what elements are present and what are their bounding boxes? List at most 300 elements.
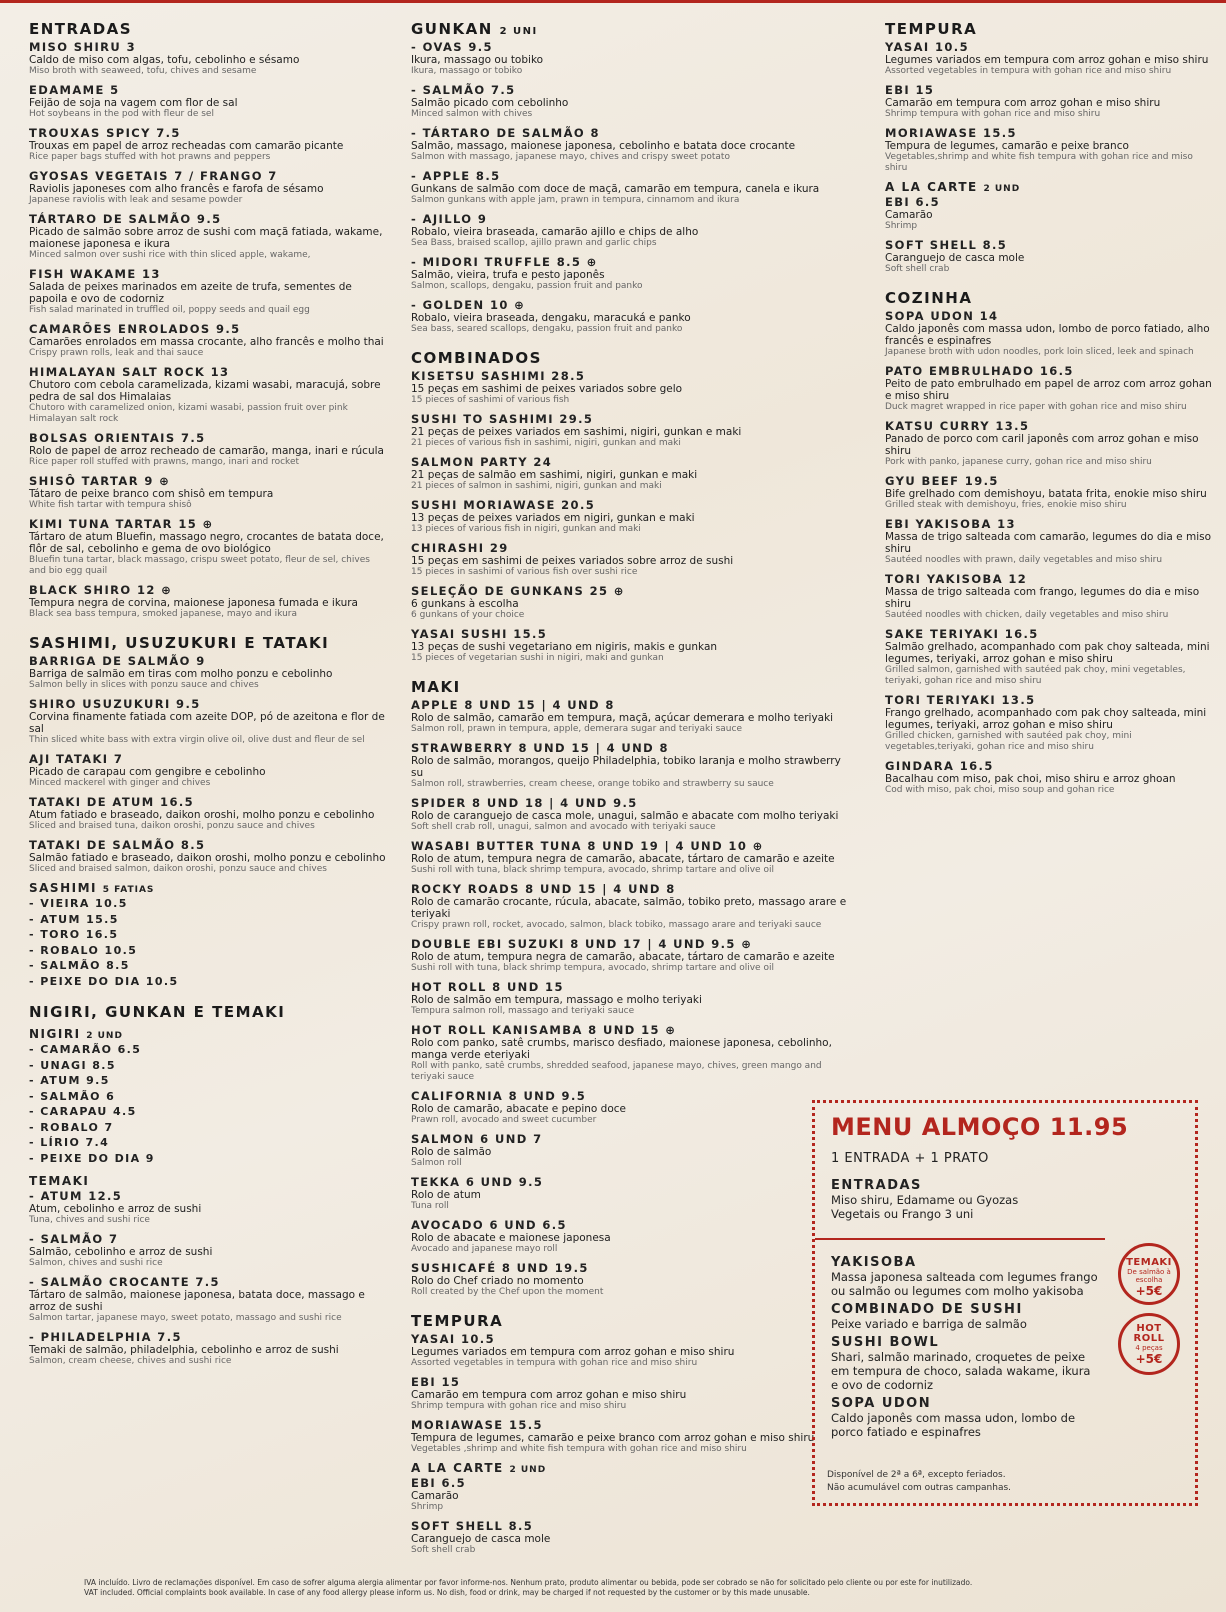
- menu-item: [411, 1418, 851, 1455]
- item-description: Atum, cebolinho e arroz de sushi: [29, 1203, 202, 1215]
- menu-item: [411, 298, 851, 335]
- section-title: NIGIRI, GUNKAN E TEMAKI: [29, 1003, 286, 1021]
- item-name: TATAKI DE ATUM 16.5: [29, 795, 195, 809]
- item-name: ROCKY ROADS 8 UND 15 | 4 UND 8: [411, 882, 676, 896]
- item-description: Camarão: [411, 1490, 459, 1502]
- item-description-en: Vegetables ,shrimp and white fish tempura with gohan rice and miso shiru: [411, 1444, 747, 1454]
- item-description: Rolo de atum, tempura negra de camarão, abacate, tártaro de camarão e azeite: [411, 853, 835, 865]
- menu-item: [29, 838, 389, 875]
- item-description: Legumes variados em tempura com arroz gohan e miso shiru: [885, 54, 1209, 66]
- menu-item: [885, 126, 1215, 174]
- menu-item: [29, 431, 389, 468]
- entradas-list: [29, 40, 389, 620]
- item-name: - ATUM 12.5: [29, 1189, 123, 1203]
- item-description-en: 21 pieces of various fish in sashimi, nigiri, gunkan and maki: [411, 438, 681, 448]
- menu-item: [885, 40, 1215, 77]
- badge-price: +5€: [1135, 1284, 1163, 1298]
- item-description: Rolo de atum, tempura negra de camarão, abacate, tártaro de camarão e azeite: [411, 951, 835, 963]
- item-description-en: Prawn roll, avocado and sweet cucumber: [411, 1115, 597, 1125]
- item-description-en: Sautéed noodles with prawn, daily vegetables and miso shiru: [885, 555, 1163, 565]
- item-name: EBI 15: [885, 83, 935, 97]
- item-name: AJI TATAKI 7: [29, 752, 124, 766]
- item-name: SUSHI MORIAWASE 20.5: [411, 498, 596, 512]
- menu-item: [29, 1189, 389, 1226]
- item-description: Massa de trigo salteada com camarão, legumes do dia e miso shiru: [885, 531, 1212, 555]
- menu-column-1: [29, 20, 389, 1373]
- item-description: Bife grelhado com demishoyu, batata frita, enokie miso shiru: [885, 488, 1207, 500]
- item-name: YASAI SUSHI 15.5: [411, 627, 548, 641]
- item-description: Tátaro de peixe branco com shisô em tempura: [29, 488, 274, 500]
- menu-item: [411, 980, 851, 1017]
- item-description-en: 13 pieces of various fish in nigiri, gunkan and maki: [411, 524, 641, 534]
- item-description-en: Grilled steak with demishoyu, fries, enokie miso shiru: [885, 500, 1127, 510]
- menu-item: [29, 169, 389, 206]
- cozinha-list: [885, 309, 1215, 796]
- menu-item: [411, 369, 851, 406]
- item-description-en: Salmon roll: [411, 1158, 462, 1168]
- item-name: - OVAS 9.5: [411, 40, 493, 54]
- menu-item: [29, 126, 389, 163]
- lunch-foot-line: Disponível de 2ª a 6ª, excepto feriados.: [827, 1470, 1006, 1480]
- menu-item: [885, 759, 1215, 796]
- item-description: Camarão: [885, 209, 933, 221]
- item-name: GYOSAS VEGETAIS 7 / FRANGO 7: [29, 169, 278, 183]
- section-title: GUNKAN 2 UNI: [411, 20, 538, 38]
- item-description: Salmão, vieira, trufa e pesto japonês: [411, 269, 605, 281]
- item-description: Chutoro com cebola caramelizada, kizami wasabi, maracujá, sobre pedra de sal dos Himalaias: [29, 379, 381, 403]
- list-item: - CAMARÃO 6.5: [29, 1043, 142, 1056]
- menu-item: [29, 583, 389, 620]
- item-description: Salmão, cebolinho e arroz de sushi: [29, 1246, 213, 1258]
- item-name: KIMI TUNA TARTAR 15 ⊕: [29, 517, 214, 531]
- item-description-en: Tuna, chives and sushi rice: [29, 1215, 150, 1225]
- menu-item: [885, 364, 1215, 413]
- lunch-entradas-text: Miso shiru, Edamame ou Gyozas Vegetais ou Frango 3 uni: [831, 1193, 1019, 1221]
- item-name: MORIAWASE 15.5: [411, 1418, 543, 1432]
- item-description: Ikura, massago ou tobiko: [411, 54, 544, 66]
- list-item: - ATUM 9.5: [29, 1074, 110, 1087]
- list-item: - UNAGI 8.5: [29, 1058, 116, 1072]
- list-item: - PEIXE DO DIA 10.5: [29, 974, 179, 988]
- item-description: 6 gunkans à escolha: [411, 598, 519, 610]
- item-description-en: Sautéed noodles with chicken, daily vegetables and miso shiru: [885, 610, 1169, 620]
- item-name: - MIDORI TRUFFLE 8.5 ⊕: [411, 255, 598, 269]
- item-description-en: Salmon roll, prawn in tempura, apple, demerara sugar and teriyaki sauce: [411, 724, 743, 734]
- item-description-en: Minced salmon over sushi rice with thin sliced apple, wakame,: [29, 250, 311, 260]
- item-name: SOPA UDON 14: [885, 309, 999, 323]
- menu-item: [29, 1330, 389, 1367]
- item-description: Salmão grelhado, acompanhado com pak choy salteada, mini legumes, teriyaki, arroz gohan e miso shiru: [885, 641, 1210, 665]
- item-description: Tártaro de salmão, maionese japonesa, batata doce, massago e arroz de sushi: [29, 1289, 365, 1313]
- item-description: Tártaro de atum Bluefin, massago negro, crocantes de batata doce, flôr de sal, cebolinho e gema de ovo biológico: [29, 531, 384, 555]
- item-name: MORIAWASE 15.5: [885, 126, 1017, 140]
- section-title: TEMPURA: [411, 1312, 504, 1330]
- item-name: - TÁRTARO DE SALMÃO 8: [411, 126, 600, 140]
- temaki-badge: [1118, 1243, 1180, 1305]
- item-description-en: Tuna roll: [411, 1201, 449, 1211]
- item-description-en: Pork with panko, japanese curry, gohan rice and miso shiru: [885, 457, 1152, 467]
- item-description-en: Soft shell crab: [885, 264, 950, 274]
- item-name: EBI 6.5: [411, 1476, 467, 1490]
- item-description: Legumes variados em tempura com arroz gohan e miso shiru: [411, 1346, 735, 1358]
- maki-list: [411, 698, 851, 1298]
- menu-item: [29, 212, 389, 261]
- item-description-en: Assorted vegetables in tempura with gohan rice and miso shiru: [411, 1358, 698, 1368]
- item-description: Rolo do Chef criado no momento: [411, 1275, 584, 1287]
- item-description-en: Fish salad marinated in truffled oil, poppy seeds and quail egg: [29, 305, 310, 315]
- item-description: Atum fatiado e braseado, daikon oroshi, molho ponzu e cebolinho: [29, 809, 375, 821]
- menu-item: [411, 627, 851, 664]
- item-description-en: 15 pieces of vegetarian sushi in nigiri, maki and gunkan: [411, 653, 664, 663]
- item-name: STRAWBERRY 8 UND 15 | 4 UND 8: [411, 741, 669, 755]
- item-name: EBI 6.5: [885, 195, 941, 209]
- lunch-divider: [815, 1238, 1105, 1240]
- menu-item: [29, 697, 389, 746]
- item-description-en: Tempura salmon roll, massago and teriyaki sauce: [411, 1006, 635, 1016]
- item-name: HOT ROLL 8 UND 15: [411, 980, 564, 994]
- item-description-en: Soft shell crab: [411, 1545, 476, 1555]
- menu-item: [885, 627, 1215, 687]
- item-description: Rolo de papel de arroz recheado de camarão, manga, inari e rúcula: [29, 445, 384, 457]
- item-description-en: Thin sliced white bass with extra virgin olive oil, olive dust and fleur de sel: [29, 735, 365, 745]
- item-description: Trouxas em papel de arroz recheadas com camarão picante: [29, 140, 344, 152]
- item-description: 21 peças de peixes variados em sashimi, nigiri, gunkan e maki: [411, 426, 742, 438]
- item-description-en: Soft shell crab roll, unagui, salmon and avocado with teriyaki sauce: [411, 822, 716, 832]
- lunch-menu-box: [812, 1100, 1198, 1506]
- item-description-en: Avocado and japanese mayo roll: [411, 1244, 558, 1254]
- list-item: - ROBALO 7: [29, 1120, 114, 1134]
- menu-item: [29, 752, 389, 789]
- menu-item: [411, 255, 851, 292]
- item-description: Bacalhau com miso, pak choi, miso shiru e arroz ghoan: [885, 773, 1176, 785]
- item-name: WASABI BUTTER TUNA 8 UND 19 | 4 UND 10 ⊕: [411, 839, 764, 853]
- item-description-en: Sliced and braised tuna, daikon oroshi, ponzu sauce and chives: [29, 821, 315, 831]
- lunch-dish-name: SUSHI BOWL: [831, 1335, 940, 1350]
- item-name: SUSHICAFÉ 8 UND 19.5: [411, 1261, 589, 1275]
- temaki-list: [29, 1189, 389, 1367]
- list-item: - PEIXE DO DIA 9: [29, 1151, 155, 1165]
- item-description-en: Shrimp: [885, 221, 918, 231]
- item-name: PATO EMBRULHADO 16.5: [885, 364, 1074, 378]
- item-name: - SALMÃO 7: [29, 1232, 119, 1246]
- subsection-title: A LA CARTE 2 UND: [411, 1461, 547, 1475]
- item-description: Rolo de abacate e maionese japonesa: [411, 1232, 611, 1244]
- menu-item: [411, 498, 851, 535]
- item-description-en: Miso broth with seaweed, tofu, chives and sesame: [29, 66, 257, 76]
- menu-item: [885, 474, 1215, 511]
- item-description: Camarões enrolados em massa crocante, alho francês e molho thai: [29, 336, 384, 348]
- menu-item: [29, 1275, 389, 1324]
- item-name: BLACK SHIRO 12 ⊕: [29, 583, 173, 597]
- subsection-title: NIGIRI 2 UND: [29, 1027, 123, 1041]
- item-name: YASAI 10.5: [411, 1332, 495, 1346]
- menu-item: [885, 83, 1215, 120]
- item-name: BOLSAS ORIENTAIS 7.5: [29, 431, 206, 445]
- menu-item: [411, 1089, 851, 1126]
- lunch-entradas-label: ENTRADAS: [831, 1178, 922, 1193]
- item-description: Salmão fatiado e braseado, daikon oroshi, molho ponzu e cebolinho: [29, 852, 386, 864]
- list-item: - TORO 16.5: [29, 928, 119, 941]
- item-description: Rolo de camarão crocante, rúcula, abacate, salmão, tobiko preto, massago arare e teriyaki: [411, 896, 847, 920]
- item-description: Barriga de salmão em tiras com molho ponzu e cebolinho: [29, 668, 333, 680]
- item-description: 15 peças em sashimi de peixes variados sobre gelo: [411, 383, 683, 395]
- item-name: SUSHI TO SASHIMI 29.5: [411, 412, 594, 426]
- item-name: APPLE 8 UND 15 | 4 UND 8: [411, 698, 615, 712]
- menu-item: [29, 517, 389, 577]
- item-name: TEKKA 6 UND 9.5: [411, 1175, 544, 1189]
- item-description-en: 15 pieces in sashimi of various fish over sushi rice: [411, 567, 638, 577]
- lunch-dish-text: Shari, salmão marinado, croquetes de peixe em tempura de choco, salada wakame, ikura e ovo de codorniz: [831, 1350, 1091, 1392]
- item-description-en: Roll with panko, satê crumbs, shredded seafood, japanese mayo, chives, green mango and teriyaki sauce: [411, 1061, 822, 1082]
- item-description: Tempura negra de corvina, maionese japonesa fumada e ikura: [29, 597, 358, 609]
- menu-item: [885, 693, 1215, 753]
- lunch-dish-text: Peixe variado e barriga de salmão: [831, 1317, 1027, 1331]
- item-name: SHIRO USUZUKURI 9.5: [29, 697, 201, 711]
- item-description-en: White fish tartar with tempura shisô: [29, 500, 192, 510]
- item-description-en: Salmon with massago, japanese mayo, chives and crispy sweet potato: [411, 152, 730, 162]
- item-description: Rolo com panko, satê crumbs, marisco desfiado, maionese japonesa, cebolinho, manga verde eteriyaki: [411, 1037, 832, 1061]
- sashimi-items: [29, 654, 389, 875]
- item-name: SOFT SHELL 8.5: [885, 238, 1008, 252]
- item-description-en: Grilled chicken, garnished with sautéed pak choy, mini vegetables,teriyaki, gohan rice and miso shiru: [885, 731, 1132, 752]
- section-title: COMBINADOS: [411, 349, 542, 367]
- item-description-en: 6 gunkans of your choice: [411, 610, 525, 620]
- item-description-en: Crispy prawn roll, rocket, avocado, salmon, black tobiko, massago arare and teriyaki sauce: [411, 920, 822, 930]
- item-name: - SALMÃO 7.5: [411, 83, 516, 97]
- item-description-en: Sushi roll with tuna, black shrimp tempura, avocado, shrimp tartare and olive oil: [411, 865, 774, 875]
- lunch-dish-name: SOPA UDON: [831, 1396, 932, 1411]
- item-description-en: Salmon roll, strawberries, cream cheese, orange tobiko and strawberry su sauce: [411, 779, 774, 789]
- subsection-title: A LA CARTE 2 UND: [885, 180, 1021, 194]
- item-name: GINDARA 16.5: [885, 759, 994, 773]
- menu-item: [885, 309, 1215, 358]
- item-description: Salmão picado com cebolinho: [411, 97, 569, 109]
- menu-item: [411, 839, 851, 876]
- item-name: HOT ROLL KANISAMBA 8 UND 15 ⊕: [411, 1023, 677, 1037]
- top-border: [0, 0, 1226, 3]
- lunch-foot-line: Não acumulável com outras campanhas.: [827, 1483, 1012, 1493]
- item-description: Tempura de legumes, camarão e peixe branco com arroz gohan e miso shiru: [411, 1432, 815, 1444]
- list-item: - LÍRIO 7.4: [29, 1136, 110, 1149]
- list-item: - VIEIRA 10.5: [29, 897, 128, 910]
- item-name: FISH WAKAME 13: [29, 267, 161, 281]
- badge-title: HOT ROLL: [1133, 1323, 1165, 1344]
- menu-item: [411, 937, 851, 974]
- item-description: Rolo de salmão, morangos, queijo Philadelphia, tobiko laranja e molho strawberry su: [411, 755, 841, 779]
- item-name: SOFT SHELL 8.5: [411, 1519, 534, 1533]
- item-name: TATAKI DE SALMÃO 8.5: [29, 838, 206, 852]
- item-name: CAMARÕES ENROLADOS 9.5: [29, 322, 241, 336]
- legal-footer: [84, 1578, 972, 1598]
- item-description: Panado de porco com caril japonês com arroz gohan e miso shiru: [885, 433, 1199, 457]
- item-description-en: Cod with miso, pak choi, miso soup and gohan rice: [885, 785, 1115, 795]
- menu-item: [411, 1261, 851, 1298]
- menu-item: [29, 83, 389, 120]
- item-description-en: Black sea bass tempura, smoked japanese, mayo and ikura: [29, 609, 297, 619]
- item-description-en: 21 pieces of salmon in sashimi, nigiri, gunkan and maki: [411, 481, 662, 491]
- item-description: Rolo de salmão em tempura, massago e molho teriyaki: [411, 994, 702, 1006]
- item-description: Peito de pato embrulhado em papel de arroz com arroz gohan e miso shiru: [885, 378, 1212, 402]
- menu-item: [411, 1175, 851, 1212]
- item-description-en: Shrimp tempura with gohan rice and miso shiru: [885, 109, 1101, 119]
- item-name: - AJILLO 9: [411, 212, 488, 226]
- menu-item: [411, 455, 851, 492]
- item-description-en: Crispy prawn rolls, leak and thai sauce: [29, 348, 204, 358]
- tempura-list: [411, 1332, 851, 1455]
- item-description: Robalo, vieira braseada, dengaku, maracuká e panko: [411, 312, 691, 324]
- menu-item: [29, 322, 389, 359]
- item-description-en: Shrimp: [411, 1502, 444, 1512]
- item-description-en: Bluefin tuna tartar, black massago, crispu sweet potato, fleur de sel, chives and bio egg quail: [29, 555, 370, 576]
- menu-item: [885, 419, 1215, 468]
- item-name: TORI YAKISOBA 12: [885, 572, 1028, 586]
- lunch-dish-name: YAKISOBA: [831, 1255, 917, 1270]
- item-description-en: Rice paper bags stuffed with hot prawns and peppers: [29, 152, 271, 162]
- item-description: Picado de salmão sobre arroz de sushi com maçã fatiada, wakame, maionese japonesa e ikura: [29, 226, 383, 250]
- item-description: Rolo de camarão, abacate e pepino doce: [411, 1103, 627, 1115]
- item-name: GYU BEEF 19.5: [885, 474, 999, 488]
- menu-item: [411, 584, 851, 621]
- badge-price: +5€: [1135, 1352, 1163, 1366]
- footer-line-pt: IVA incluído. Livro de reclamações disponível. Em caso de sofrer alguma alergia alimentar por favor informe-nos. Nenhum prato, produto alimentar ou bebida, pode ser cobrado se não for solicitado pelo cliente ou por este for inutilizado.: [84, 1578, 973, 1587]
- menu-item: [411, 796, 851, 833]
- item-description-en: Salmon tartar, japanese mayo, sweet potato, massago and sushi rice: [29, 1313, 342, 1323]
- menu-item: [29, 365, 389, 425]
- item-description-en: Rice paper roll stuffed with prawns, mango, inari and rocket: [29, 457, 300, 467]
- item-name: EBI 15: [411, 1375, 461, 1389]
- menu-item: [411, 741, 851, 790]
- nigiri-list: [29, 1042, 389, 1166]
- badge-sub: 4 peças: [1135, 1344, 1163, 1352]
- combinados-list: [411, 369, 851, 664]
- item-name: SALMON 6 UND 7: [411, 1132, 543, 1146]
- item-description-en: 15 pieces of sashimi of various fish: [411, 395, 570, 405]
- sashimi-list: [29, 896, 389, 989]
- item-description-en: Grilled salmon, garnished with sautéed pak choy, mini vegetables, teriyaki, gohan rice and miso shiru: [885, 665, 1186, 686]
- menu-item: [29, 267, 389, 316]
- item-description-en: Hot soybeans in the pod with fleur de sel: [29, 109, 214, 119]
- lunch-title: MENU ALMOÇO 11.95: [831, 1113, 1129, 1141]
- item-description-en: Salmon, chives and sushi rice: [29, 1258, 163, 1268]
- item-description: Caldo de miso com algas, tofu, cebolinho e sésamo: [29, 54, 300, 66]
- item-name: SAKE TERIYAKI 16.5: [885, 627, 1039, 641]
- item-description: 13 peças de sushi vegetariano em nigiris, makis e gunkan: [411, 641, 718, 653]
- menu-item: [29, 654, 389, 691]
- menu-column-2: [411, 20, 851, 1562]
- menu-item: [29, 474, 389, 511]
- item-name: SHISÔ TARTAR 9 ⊕: [29, 474, 171, 488]
- item-description: 13 peças de peixes variados em nigiri, gunkan e maki: [411, 512, 695, 524]
- lunch-dishes: [831, 1251, 1101, 1439]
- menu-item: [411, 1218, 851, 1255]
- item-name: EBI YAKISOBA 13: [885, 517, 1016, 531]
- item-name: - SALMÃO CROCANTE 7.5: [29, 1275, 220, 1289]
- menu-item: [411, 1519, 851, 1556]
- item-description: Temaki de salmão, philadelphia, cebolinho e arroz de sushi: [29, 1344, 339, 1356]
- item-description-en: Chutoro with caramelized onion, kizami wasabi, passion fruit over pink Himalayan salt rock: [29, 403, 348, 424]
- list-item: - CARAPAU 4.5: [29, 1105, 137, 1118]
- item-name: SALMON PARTY 24: [411, 455, 553, 469]
- item-description-en: Japanese raviolis with leak and sesame powder: [29, 195, 243, 205]
- item-name: CHIRASHI 29: [411, 541, 509, 555]
- item-description-en: Assorted vegetables in tempura with gohan rice and miso shiru: [885, 66, 1172, 76]
- item-name: CALIFORNIA 8 UND 9.5: [411, 1089, 587, 1103]
- item-description-en: Japanese broth with udon noodles, pork loin sliced, leek and spinach: [885, 347, 1194, 357]
- item-name: SELEÇÃO DE GUNKANS 25 ⊕: [411, 584, 625, 598]
- lunch-footnote: [827, 1469, 1011, 1495]
- menu-column-3: [885, 20, 1215, 802]
- menu-item: [411, 412, 851, 449]
- menu-item: [411, 1332, 851, 1369]
- menu-item: [411, 83, 851, 120]
- item-description: Massa de trigo salteada com frango, legumes do dia e miso shiru: [885, 586, 1200, 610]
- item-name: KISETSU SASHIMI 28.5: [411, 369, 586, 383]
- item-name: BARRIGA DE SALMÃO 9: [29, 654, 206, 668]
- hot-roll-badge: [1118, 1313, 1180, 1375]
- menu-item: [411, 541, 851, 578]
- lunch-dish-name: COMBINADO DE SUSHI: [831, 1302, 1023, 1317]
- menu-item: [885, 238, 1215, 275]
- item-description: Salada de peixes marinados em azeite de trufa, sementes de papoila e ovo de codorniz: [29, 281, 352, 305]
- item-description: Caldo japonês com massa udon, lombo de porco fatiado, alho francês e espinafres: [885, 323, 1210, 347]
- item-name: TORI TERIYAKI 13.5: [885, 693, 1036, 707]
- item-description-en: Sliced and braised salmon, daikon oroshi, ponzu sauce and chives: [29, 864, 327, 874]
- item-name: AVOCADO 6 UND 6.5: [411, 1218, 567, 1232]
- footer-line-en: VAT included. Official complaints book available. In case of any food allergy please inform us. No dish, food or drink, may be charged if not requested by the customer or by this made unusable.: [84, 1588, 810, 1597]
- item-description: Salmão, massago, maionese japonesa, cebolinho e batata doce crocante: [411, 140, 796, 152]
- item-description: Robalo, vieira braseada, camarão ajillo e chips de alho: [411, 226, 699, 238]
- item-description-en: Salmon gunkans with apple jam, prawn in tempura, cinnamom and ikura: [411, 195, 740, 205]
- subsection-title: TEMAKI: [29, 1174, 90, 1188]
- item-name: KATSU CURRY 13.5: [885, 419, 1030, 433]
- item-name: TROUXAS SPICY 7.5: [29, 126, 181, 140]
- menu-item: [411, 698, 851, 735]
- badge-title: TEMAKI: [1126, 1257, 1172, 1268]
- list-item: - SALMÃO 8.5: [29, 959, 130, 972]
- item-description-en: Duck magret wrapped in rice paper with gohan rice and miso shiru: [885, 402, 1187, 412]
- item-name: TÁRTARO DE SALMÃO 9.5: [29, 212, 222, 226]
- item-description-en: Salmon, scallops, dengaku, passion fruit and panko: [411, 281, 643, 291]
- item-description-en: Vegetables,shrimp and white fish tempura with gohan rice and miso shiru: [885, 152, 1193, 173]
- item-description: Camarão em tempura com arroz gohan e miso shiru: [411, 1389, 687, 1401]
- item-name: SPIDER 8 UND 18 | 4 UND 9.5: [411, 796, 638, 810]
- item-description: Picado de carapau com gengibre e cebolinho: [29, 766, 266, 778]
- item-description-en: Minced salmon with chives: [411, 109, 533, 119]
- item-name: - GOLDEN 10 ⊕: [411, 298, 526, 312]
- item-description: Rolo de salmão: [411, 1146, 492, 1158]
- item-name: HIMALAYAN SALT ROCK 13: [29, 365, 230, 379]
- item-description: Feijão de soja na vagem com flor de sal: [29, 97, 238, 109]
- menu-item: [411, 126, 851, 163]
- item-description: Camarão em tempura com arroz gohan e miso shiru: [885, 97, 1161, 109]
- item-description: Rolo de salmão, camarão em tempura, maçã, açúcar demerara e molho teriyaki: [411, 712, 834, 724]
- section-title: SASHIMI, USUZUKURI E TATAKI: [29, 634, 330, 652]
- item-description-en: Shrimp tempura with gohan rice and miso shiru: [411, 1401, 627, 1411]
- tempura-list: [885, 40, 1215, 174]
- menu-item: [411, 212, 851, 249]
- menu-item: [885, 572, 1215, 621]
- list-item: - SALMÃO 6: [29, 1089, 116, 1103]
- badge-sub: De salmão à escolha: [1127, 1268, 1171, 1284]
- section-title: TEMPURA: [885, 20, 978, 38]
- item-description: Frango grelhado, acompanhado com pak choy salteada, mini legumes, teriyaki, arroz gohan e miso shiru: [885, 707, 1207, 731]
- section-title: MAKI: [411, 678, 461, 696]
- lunch-subtitle: 1 ENTRADA + 1 PRATO: [831, 1151, 989, 1166]
- item-description-en: Minced mackerel with ginger and chives: [29, 778, 211, 788]
- item-description-en: Roll created by the Chef upon the moment: [411, 1287, 604, 1297]
- item-description-en: Sea Bass, braised scallop, ajillo prawn and garlic chips: [411, 238, 657, 248]
- menu-item: [411, 1132, 851, 1169]
